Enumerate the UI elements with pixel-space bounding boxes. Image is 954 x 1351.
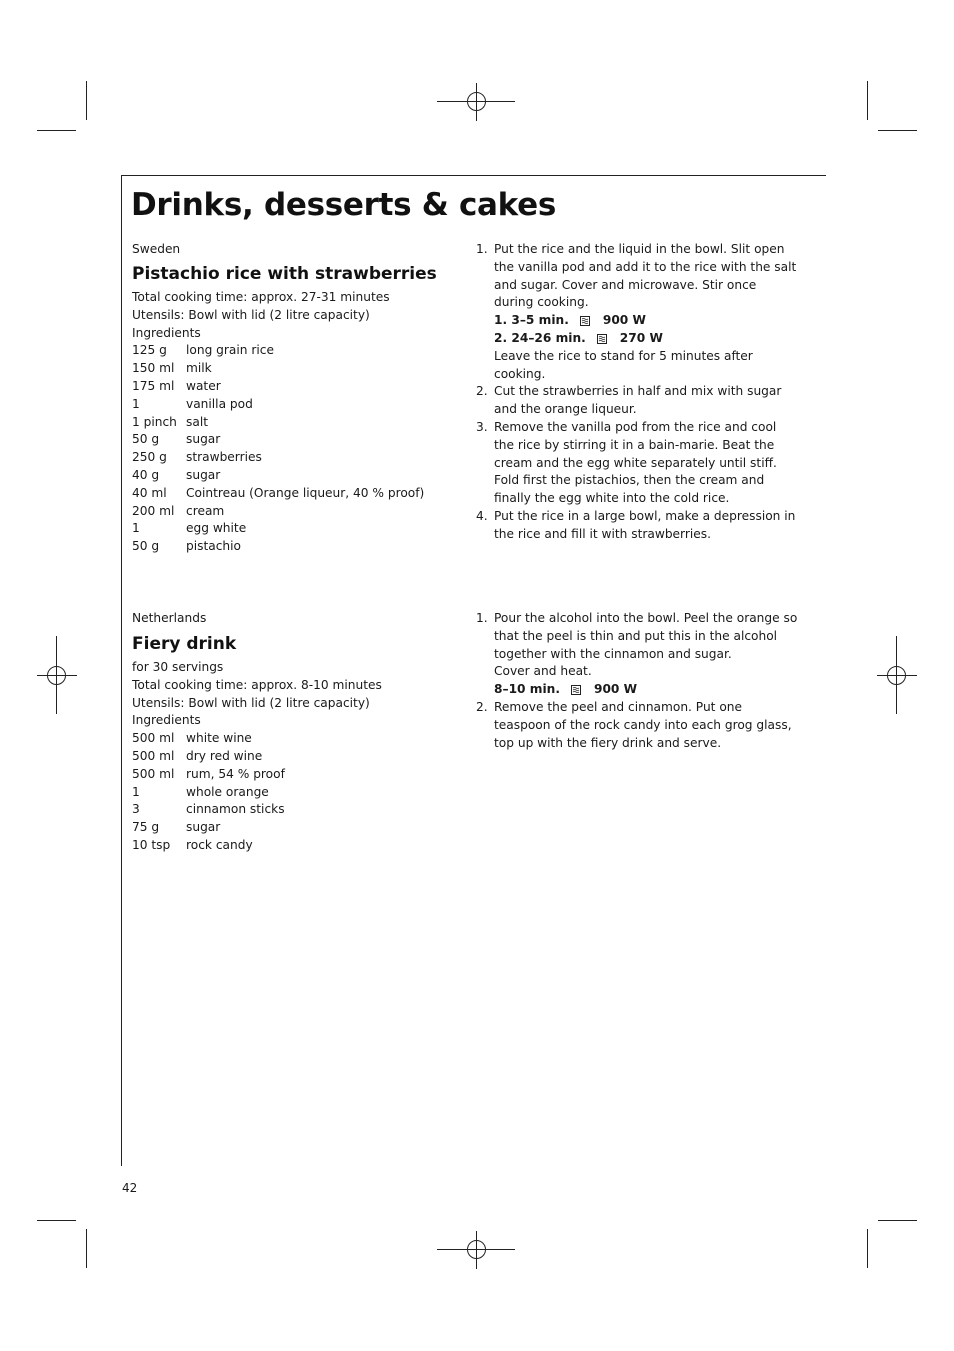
ingredient-name: milk: [186, 361, 212, 376]
ingredient-qty: 10 tsp: [132, 837, 171, 852]
ingredient-name: rock candy: [186, 837, 253, 852]
step-number: 3.: [476, 419, 488, 434]
recipe-country: Sweden: [132, 242, 181, 256]
ingredient-qty: 1 pinch: [132, 414, 177, 429]
recipe-country: Netherlands: [132, 611, 207, 625]
recipe-title: Fiery drink: [132, 634, 237, 654]
method-step: [476, 610, 798, 699]
step-text: Put the rice and the liquid in the bowl. Slit open the vanilla pod and add it to the rice with the salt and sugar. Cover and microwave. Stir once during cooking.: [494, 242, 797, 310]
ingredient-row: [132, 801, 442, 819]
ingredient-qty: 1: [132, 784, 140, 799]
ingredient-row: [132, 378, 442, 396]
crop-mark: [86, 81, 87, 120]
setting-power: 270 W: [619, 330, 663, 345]
step-text: Remove the peel and cinnamon. Put one teaspoon of the rock candy into each grog glass, top up with the fiery drink and serve.: [494, 699, 792, 750]
ingredient-name: water: [186, 378, 221, 393]
ingredients-label: Ingredients: [132, 713, 201, 728]
ingredient-qty: 50 g: [132, 539, 160, 554]
ingredient-row: [132, 784, 442, 802]
method-step: [476, 508, 798, 544]
frame-top-rule: [121, 175, 826, 176]
utensils: Utensils: Bowl with lid (2 litre capacity): [132, 307, 370, 322]
step-number: 1.: [476, 611, 488, 625]
page-title: Drinks, desserts & cakes: [131, 187, 557, 223]
ingredient-qty: 40 ml: [132, 485, 167, 500]
servings: for 30 servings: [132, 660, 224, 674]
ingredient-name: pistachio: [186, 539, 241, 554]
microwave-icon: [580, 316, 590, 326]
ingredient-name: white wine: [186, 731, 252, 746]
registration-mark-left: [37, 636, 79, 716]
ingredient-name: vanilla pod: [186, 396, 253, 411]
ingredient-qty: 175 ml: [132, 378, 175, 393]
crop-mark: [878, 130, 917, 131]
ingredient-name: Cointreau (Orange liqueur, 40 % proof): [186, 485, 425, 500]
ingredient-row: [132, 342, 442, 360]
crop-mark: [867, 1229, 868, 1268]
ingredient-qty: 1: [132, 521, 140, 536]
ingredient-row: [132, 414, 442, 432]
ingredient-row: [132, 467, 442, 485]
ingredient-qty: 40 g: [132, 467, 160, 482]
setting-power: 900 W: [593, 682, 638, 697]
page-number: 42: [122, 1181, 138, 1195]
ingredient-qty: 125 g: [132, 343, 167, 358]
registration-mark-right: [877, 636, 919, 716]
ingredient-name: cream: [186, 503, 225, 518]
ingredient-name: dry red wine: [186, 748, 263, 763]
total-time: Total cooking time: approx. 27-31 minutes: [132, 290, 390, 304]
ingredient-qty: 250 g: [132, 450, 167, 465]
setting-time: 1. 3–5 min.: [494, 313, 569, 328]
ingredient-name: sugar: [186, 820, 221, 835]
step-number: 1.: [476, 242, 488, 256]
step-number: 4.: [476, 508, 488, 523]
step-text: Pour the alcohol into the bowl. Peel the orange so that the peel is thin and put this in the alcohol together with the cinnamon and sugar.: [494, 611, 798, 661]
recipe-method: [476, 241, 798, 544]
step-note: Leave the rice to stand for 5 minutes after cooking.: [494, 348, 753, 381]
recipe-meta: [132, 659, 442, 855]
setting-time: 2. 24–26 min.: [494, 330, 586, 345]
crop-mark: [86, 1229, 87, 1268]
registration-mark-bottom: [437, 1229, 517, 1271]
ingredient-qty: 3: [132, 802, 140, 817]
ingredients-list: [132, 342, 442, 556]
ingredient-qty: 1: [132, 396, 140, 411]
ingredient-row: [132, 396, 442, 414]
ingredient-qty: 50 g: [132, 432, 160, 447]
method-step: [476, 699, 798, 752]
ingredient-qty: 500 ml: [132, 731, 175, 746]
ingredient-row: [132, 360, 442, 378]
ingredient-row: [132, 431, 442, 449]
ingredient-name: sugar: [186, 467, 221, 482]
ingredient-row: [132, 819, 442, 837]
ingredient-row: [132, 449, 442, 467]
ingredient-row: [132, 520, 442, 538]
method-step: [476, 383, 798, 419]
utensils: Utensils: Bowl with lid (2 litre capacity): [132, 695, 370, 710]
ingredient-row: [132, 503, 442, 521]
setting-time: 8–10 min.: [494, 682, 560, 697]
ingredient-qty: 500 ml: [132, 766, 175, 781]
step-number: 2.: [476, 699, 488, 714]
ingredient-name: long grain rice: [186, 343, 274, 358]
ingredient-name: sugar: [186, 432, 221, 447]
ingredient-row: [132, 485, 442, 503]
ingredient-row: [132, 748, 442, 766]
ingredient-name: egg white: [186, 521, 247, 536]
crop-mark: [878, 1220, 917, 1221]
ingredient-qty: 500 ml: [132, 748, 175, 763]
method-step: [476, 241, 798, 383]
crop-mark: [867, 81, 868, 120]
step-text: Put the rice in a large bowl, make a depression in the rice and fill it with strawberries.: [494, 508, 796, 541]
ingredient-name: cinnamon sticks: [186, 802, 285, 817]
cooking-setting: [494, 330, 798, 348]
ingredient-name: salt: [186, 414, 208, 429]
frame-left-rule: [121, 175, 122, 1166]
ingredient-row: [132, 837, 442, 855]
ingredients-label: Ingredients: [132, 325, 201, 340]
cooking-setting: [494, 312, 798, 330]
microwave-icon: [597, 334, 607, 344]
ingredient-row: [132, 730, 442, 748]
ingredients-list: [132, 730, 442, 855]
step-text: Cut the strawberries in half and mix with sugar and the orange liqueur.: [494, 384, 782, 417]
step-number: 2.: [476, 384, 488, 399]
recipe-method: [476, 610, 798, 752]
method-step: [476, 419, 798, 508]
ingredient-row: [132, 538, 442, 556]
ingredient-qty: 75 g: [132, 820, 160, 835]
crop-mark: [37, 130, 76, 131]
total-time: Total cooking time: approx. 8-10 minutes: [132, 677, 382, 692]
recipe-title: Pistachio rice with strawberries: [132, 264, 437, 284]
ingredient-qty: 150 ml: [132, 361, 175, 376]
ingredient-name: rum, 54 % proof: [186, 766, 285, 781]
cooking-setting: [494, 681, 798, 699]
ingredient-row: [132, 766, 442, 784]
microwave-icon: [571, 685, 581, 695]
ingredient-name: whole orange: [186, 784, 269, 799]
ingredient-qty: 200 ml: [132, 503, 175, 518]
ingredient-name: strawberries: [186, 450, 262, 465]
recipe-meta: [132, 289, 442, 556]
registration-mark-top: [437, 81, 517, 123]
crop-mark: [37, 1220, 76, 1221]
step-note: Cover and heat.: [494, 664, 592, 679]
step-text: Remove the vanilla pod from the rice and cool the rice by stirring it in a bain-marie. Beat the cream and the egg white separately until stiff. Fold first the pistachios, then the cream and finally the egg white into the cold rice.: [494, 419, 777, 506]
setting-power: 900 W: [602, 313, 646, 328]
